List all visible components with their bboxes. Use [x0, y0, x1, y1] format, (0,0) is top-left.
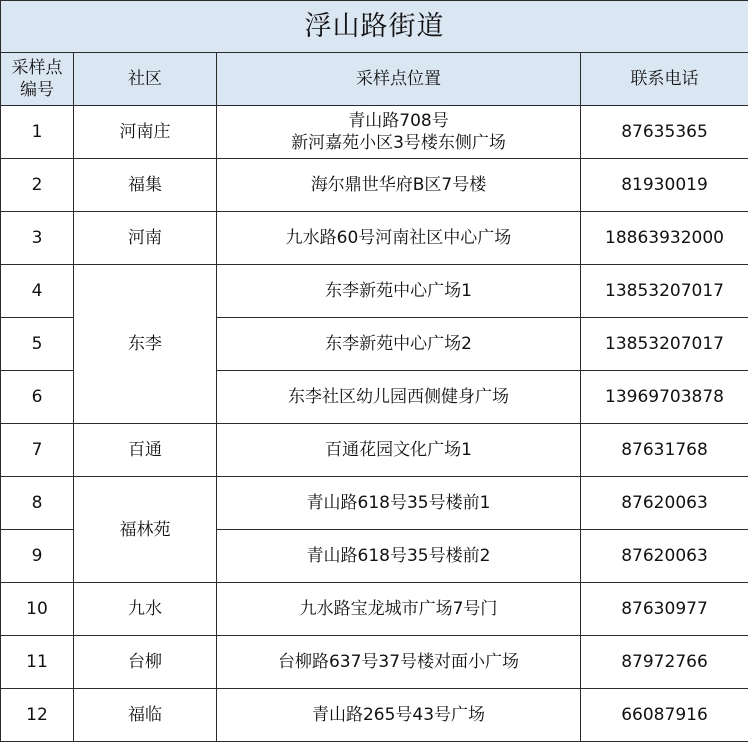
header-location: 采样点位置: [217, 53, 581, 106]
table-row: [1, 636, 748, 689]
header-phone: 联系电话: [581, 53, 748, 106]
cell-id: 4: [1, 265, 74, 318]
header-id: [1, 53, 74, 106]
header-community: 社区: [74, 53, 217, 106]
cell-location: 东李社区幼儿园西侧健身广场: [217, 371, 581, 424]
cell-id: 10: [1, 583, 74, 636]
header-id-line1: 采样点: [11, 58, 63, 78]
cell-id: 5: [1, 318, 74, 371]
cell-id: 3: [1, 212, 74, 265]
cell-id: 7: [1, 424, 74, 477]
cell-id: 8: [1, 477, 74, 530]
cell-phone: 81930019: [581, 159, 748, 212]
cell-location: 百通花园文化广场1: [217, 424, 581, 477]
table-row: [1, 212, 748, 265]
cell-location: 青山路265号43号广场: [217, 689, 581, 742]
cell-community: 台柳: [74, 636, 217, 689]
cell-phone: 87620063: [581, 477, 748, 530]
cell-id: 2: [1, 159, 74, 212]
cell-location: 青山路618号35号楼前1: [217, 477, 581, 530]
table-row: [1, 424, 748, 477]
cell-location: [217, 106, 581, 159]
cell-location: 青山路618号35号楼前2: [217, 530, 581, 583]
cell-phone: 87635365: [581, 106, 748, 159]
table-row: [1, 477, 748, 530]
table-row: [1, 106, 748, 159]
cell-phone: 87631768: [581, 424, 748, 477]
cell-id: 1: [1, 106, 74, 159]
cell-phone: 87620063: [581, 530, 748, 583]
table-header-row: [1, 53, 748, 106]
cell-location: 九水路60号河南社区中心广场: [217, 212, 581, 265]
table-row: [1, 265, 748, 318]
cell-phone: 87630977: [581, 583, 748, 636]
table-row: [1, 583, 748, 636]
cell-id: 6: [1, 371, 74, 424]
cell-community: 福集: [74, 159, 217, 212]
table-row: [1, 689, 748, 742]
table-row: [1, 159, 748, 212]
cell-phone: 13853207017: [581, 318, 748, 371]
cell-id: 12: [1, 689, 74, 742]
cell-community: 河南庄: [74, 106, 217, 159]
cell-community: 福林苑: [74, 477, 217, 583]
cell-location-line1: 青山路708号: [348, 111, 449, 131]
cell-community: 福临: [74, 689, 217, 742]
header-id-line2: 编号: [20, 80, 54, 100]
cell-location: 海尔鼎世华府B区7号楼: [217, 159, 581, 212]
cell-location: 东李新苑中心广场1: [217, 265, 581, 318]
cell-location-line2: 新河嘉苑小区3号楼东侧广场: [291, 133, 506, 153]
cell-phone: 13969703878: [581, 371, 748, 424]
cell-phone: 13853207017: [581, 265, 748, 318]
cell-phone: 18863932000: [581, 212, 748, 265]
cell-id: 11: [1, 636, 74, 689]
cell-location: 台柳路637号37号楼对面小广场: [217, 636, 581, 689]
cell-community: 九水: [74, 583, 217, 636]
cell-community: 百通: [74, 424, 217, 477]
page-title: 浮山路街道: [1, 1, 748, 53]
cell-phone: 87972766: [581, 636, 748, 689]
cell-phone: 66087916: [581, 689, 748, 742]
cell-community: 东李: [74, 265, 217, 424]
cell-location: 九水路宝龙城市广场7号门: [217, 583, 581, 636]
cell-location: 东李新苑中心广场2: [217, 318, 581, 371]
cell-id: 9: [1, 530, 74, 583]
cell-community: 河南: [74, 212, 217, 265]
